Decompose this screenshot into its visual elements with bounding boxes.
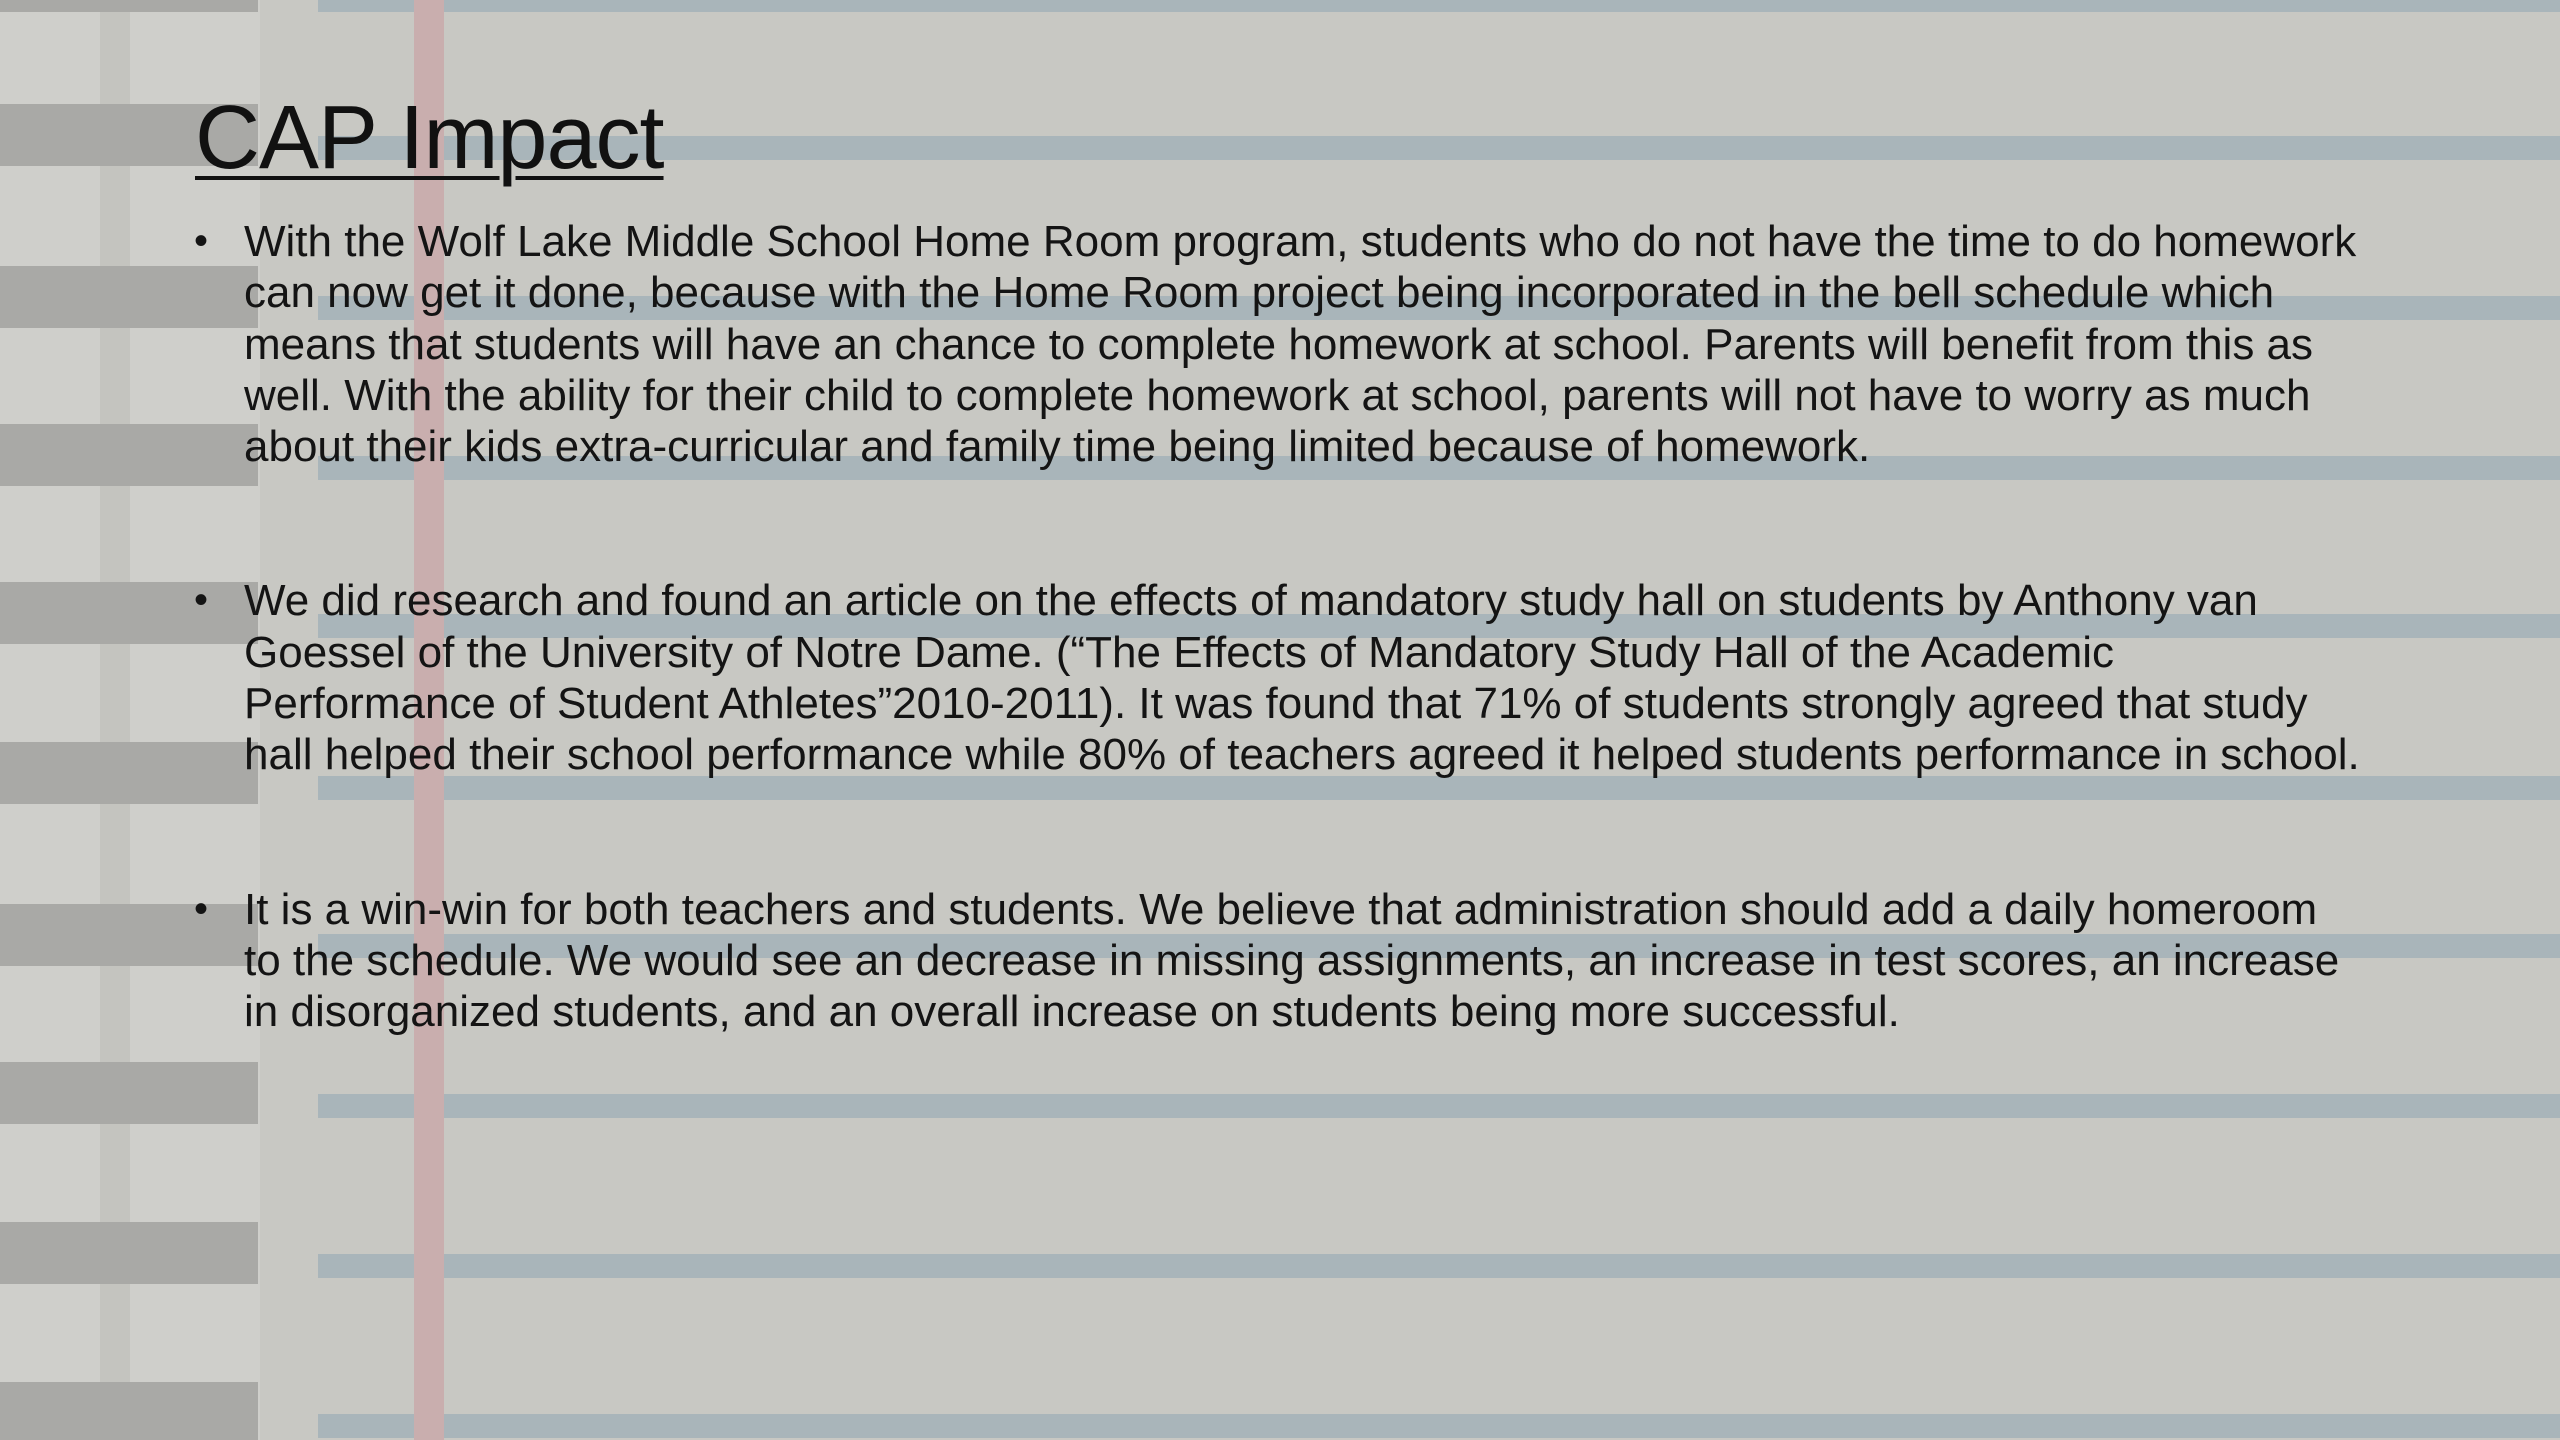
bullet-text: We did research and found an article on the effects of mandatory study hall on students by Anthony van Goessel of the University of Notre Dame. (“The Effects of Mandatory Study Hall of the Academic Performance of Student Athletes”2010-2011). It was found that 71% of students strongly agreed that study hall helped their school performance while 80% of teachers agreed it helped students performance in school. (244, 576, 2360, 780)
bullet-marker: • (194, 886, 209, 931)
bullet-marker: • (194, 219, 209, 263)
bullet-marker: • (194, 578, 209, 623)
slide-title: CAP Impact (195, 88, 664, 188)
bullet-item (190, 575, 2360, 780)
bullet-text: With the Wolf Lake Middle School Home Room program, students who do not have the time to do homework can now get it done, because with the Home Room project being incorporated in the bell schedule which means that students will have an chance to complete homework at school. Parents will benefit from this as well. With the ability for their child to complete homework at school, parents will not have to worry as much about their kids extra-curricular and family time being limited because of homework. (244, 217, 2357, 472)
bullet-item (190, 884, 2360, 1038)
bullet-text: It is a win-win for both teachers and students. We believe that administration should add a daily homeroom to the schedule. We would see an decrease in missing assignments, an increase in test scores, an increase in disorganized students, and an overall increase on students being more successful. (244, 884, 2340, 1037)
bullet-item (190, 216, 2360, 472)
bullet-list (190, 216, 2360, 1141)
